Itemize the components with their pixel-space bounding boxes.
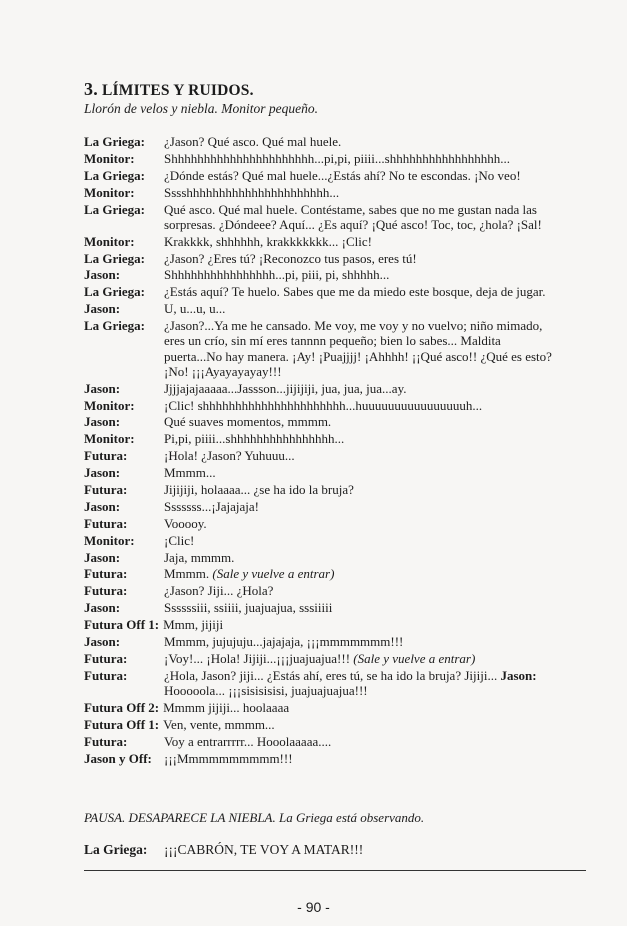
dialogue-line xyxy=(84,381,554,396)
dialogue-line xyxy=(84,202,554,232)
dialogue-line xyxy=(84,600,554,615)
dialogue-line xyxy=(84,533,554,548)
dialogue-line xyxy=(84,668,554,698)
dialogue-line xyxy=(84,414,554,429)
dialogue-text xyxy=(164,634,554,649)
dialogue-text xyxy=(164,151,554,166)
inline-speaker-name: Jason: xyxy=(500,667,537,683)
dialogue-line xyxy=(84,267,554,282)
speaker-name: Futura: xyxy=(84,566,128,582)
dialogue-text-part: ¿Jason? Jiji... ¿Hola? xyxy=(164,583,274,599)
speaker-name: Monitor: xyxy=(84,233,135,249)
speaker-name: La Griega: xyxy=(84,250,146,266)
speaker-name: Monitor: xyxy=(84,184,135,200)
dialogue-text-part: Qué asco. Qué mal huele. Contéstame, sabes que no me gustan nada las sorpresas. ¿Dóndeee? Aquí... ¿Es aquí? ¡Qué asco! Toc, toc, ¿hola? ¡Sal! xyxy=(164,201,542,232)
speaker-name: Futura Off 2: xyxy=(84,699,160,715)
speaker-name: Futura: xyxy=(84,448,128,464)
dialogue-text-part: Mmmm... xyxy=(164,465,216,481)
dialogue-text xyxy=(164,414,554,429)
dialogue-text-part: Mmmm. xyxy=(164,566,213,582)
dialogue-text-part: Hooooola... ¡¡¡sisisisisi, juajuajuajua!!! xyxy=(164,682,368,698)
dialogue-text xyxy=(164,566,554,581)
dialogue-text-part: Shhhhhhhhhhhhhhhhhhhhhh...pi,pi, piiii...shhhhhhhhhhhhhhhhh... xyxy=(164,150,510,166)
speaker-name: Monitor: xyxy=(84,150,135,166)
dialogue-text xyxy=(164,267,554,282)
dialogue-text-part: Mmm, jijiji xyxy=(163,617,224,633)
dialogue-line xyxy=(84,151,554,166)
dialogue-text-part: Voy a entrarrrrr... Hooolaaaaa.... xyxy=(164,733,332,749)
speaker-name: Jason: xyxy=(84,301,121,317)
page-number: - 90 - xyxy=(297,899,330,915)
dialogue-text-part: Mmmm, jujujuju...jajajaja, ¡¡¡mmmmmmm!!! xyxy=(164,633,404,649)
dialogue-line xyxy=(84,566,554,581)
dialogue-text-part: Krakkkk, shhhhhh, krakkkkkkk... ¡Clic! xyxy=(164,233,372,249)
dialogue-line xyxy=(84,431,554,446)
dialogue-text xyxy=(164,234,554,249)
dialogue-text-part: Jaja, mmmm. xyxy=(164,549,235,565)
dialogue-text xyxy=(164,431,554,446)
dialogue-text-part: Mmmm jijiji... hoolaaaa xyxy=(163,699,290,715)
dialogue-line xyxy=(84,499,554,514)
speaker-name: La Griega: xyxy=(84,284,146,300)
stage-direction-pause: PAUSA. DESAPARECE LA NIEBLA. La Griega está observando. xyxy=(84,810,425,825)
speaker-name: Futura Off 1: xyxy=(84,716,160,732)
dialogue-text xyxy=(164,482,554,497)
dialogue-text-part: Ssssssiii, ssiiii, juajuajua, sssiiiii xyxy=(164,600,333,616)
dialogue-line xyxy=(84,550,554,565)
dialogue-line xyxy=(84,168,554,183)
dialogue-text xyxy=(164,734,554,749)
speaker-name: Jason y Off: xyxy=(84,750,152,766)
dialogue-text xyxy=(164,251,554,266)
dialogue-text-part: ¡¡¡Mmmmmmmmmm!!! xyxy=(164,750,293,766)
speaker-name: Futura: xyxy=(84,650,128,666)
dialogue-text-part: ¡Hola! ¿Jason? Yuhuuu... xyxy=(164,448,295,464)
dialogue-text xyxy=(164,516,554,531)
dialogue-text xyxy=(163,617,554,632)
dialogue-line xyxy=(84,318,554,379)
dialogue-text-part: ¿Jason? Qué asco. Qué mal huele. xyxy=(164,134,342,149)
dialogue-text-part: Vooooy. xyxy=(164,515,207,531)
dialogue-line xyxy=(84,842,554,857)
speaker-name: Monitor: xyxy=(84,532,135,548)
speaker-name: La Griega: xyxy=(84,201,146,217)
dialogue-text-part: ¡Clic! shhhhhhhhhhhhhhhhhhhhhh...huuuuuuuuuuuuuuuuh... xyxy=(164,397,483,413)
dialogue-text: ¡¡¡CABRÓN, TE VOY A MATAR!!! xyxy=(164,842,364,857)
speaker-name: Jason: xyxy=(84,465,121,481)
dialogue-text-part: Jjjjajajaaaaa...Jassson...jijijiji, jua, jua, jua...ay. xyxy=(164,380,407,396)
dialogue-text-part: ¿Jason?...Ya me he cansado. Me voy, me voy y no vuelvo; niño mimado, eres un crío, sin mí eres tannnn pequeño; bien lo sabes... Maldita puerta...No hay manera. ¡Ay! ¡Puajjjj! ¡Ahhhh! ¡¡Qué asco!! ¿Qué es esto? ¡No! ¡¡¡Ayayayayay!!! xyxy=(164,318,552,379)
dialogue-line xyxy=(84,234,554,249)
dialogue-text-part: U, u...u, u... xyxy=(164,301,226,317)
dialogue-line xyxy=(84,284,554,299)
dialogue-text xyxy=(163,717,554,732)
dialogue-text xyxy=(164,668,554,698)
dialogue-line xyxy=(84,185,554,200)
dialogue-line xyxy=(84,448,554,463)
dialogue-text xyxy=(164,448,554,463)
dialogue-text-part: Pi,pi, piiii...shhhhhhhhhhhhhhhh... xyxy=(164,431,345,447)
dialogue-line xyxy=(84,516,554,531)
dialogue-text xyxy=(164,533,554,548)
dialogue-text xyxy=(164,465,554,480)
dialogue-list xyxy=(84,134,554,767)
speaker-name: La Griega: xyxy=(84,167,146,183)
dialogue-text-part: ¿Jason? ¿Eres tú? ¡Reconozco tus pasos, eres tú! xyxy=(164,250,417,266)
speaker-name: Futura: xyxy=(84,481,128,497)
dialogue-text xyxy=(164,301,554,316)
dialogue-text xyxy=(163,700,554,715)
speaker-name: La Griega: xyxy=(84,842,148,857)
dialogue-line xyxy=(84,482,554,497)
dialogue-line xyxy=(84,583,554,598)
dialogue-line xyxy=(84,398,554,413)
dialogue-text-part: Sssshhhhhhhhhhhhhhhhhhhhhh... xyxy=(164,184,340,200)
speaker-name: Futura: xyxy=(84,733,128,749)
dialogue-text xyxy=(164,284,554,299)
stage-direction: (Sale y vuelve a entrar) xyxy=(212,566,335,582)
dialogue-text-part: ¿Dónde estás? Qué mal huele...¿Estás ahí? No te escondas. ¡No veo! xyxy=(164,167,521,183)
final-dialogue xyxy=(84,842,554,859)
dialogue-text-part: Qué suaves momentos, mmmm. xyxy=(164,414,332,430)
section-title-text: LÍMITES Y RUIDOS. xyxy=(101,82,254,99)
speaker-name: La Griega: xyxy=(84,134,146,149)
stage-direction: (Sale y vuelve a entrar) xyxy=(353,650,476,666)
dialogue-line xyxy=(84,717,554,732)
section-subtitle: Llorón de velos y niebla. Monitor pequeño. xyxy=(84,101,318,116)
dialogue-text xyxy=(164,398,554,413)
dialogue-text-part: Shhhhhhhhhhhhhhhh...pi, piii, pi, shhhhh... xyxy=(164,267,390,283)
dialogue-text xyxy=(164,499,554,514)
dialogue-line xyxy=(84,751,554,766)
dialogue-text xyxy=(164,185,554,200)
dialogue-text xyxy=(164,134,554,149)
dialogue-line xyxy=(84,734,554,749)
dialogue-line xyxy=(84,301,554,316)
dialogue-line xyxy=(84,251,554,266)
dialogue-text-part: Jijijiji, holaaaa... ¿se ha ido la bruja? xyxy=(164,481,354,497)
speaker-name: Jason: xyxy=(84,498,121,514)
dialogue-text-part: ¿Hola, Jason? jiji... ¿Estás ahí, eres tú, se ha ido la bruja? Jijiji... xyxy=(164,667,501,683)
dialogue-text xyxy=(164,751,554,766)
dialogue-line xyxy=(84,617,554,632)
speaker-name: Monitor: xyxy=(84,397,135,413)
dialogue-text-part: Ven, vente, mmmm... xyxy=(163,716,275,732)
speaker-name: Jason: xyxy=(84,267,121,283)
section-title xyxy=(84,79,254,100)
speaker-name: Futura: xyxy=(84,515,128,531)
dialogue-text xyxy=(164,583,554,598)
dialogue-text xyxy=(164,651,554,666)
speaker-name: Jason: xyxy=(84,380,121,396)
speaker-name: Futura: xyxy=(84,583,128,599)
speaker-name: Jason: xyxy=(84,549,121,565)
footer-rule xyxy=(84,870,586,871)
speaker-name: Futura Off 1: xyxy=(84,617,160,633)
dialogue-text-part: Sssssss...¡Jajajaja! xyxy=(164,498,259,514)
dialogue-line xyxy=(84,634,554,649)
speaker-name: Futura: xyxy=(84,667,128,683)
speaker-name: Monitor: xyxy=(84,431,135,447)
dialogue-text-part: ¿Estás aquí? Te huelo. Sabes que me da miedo este bosque, deja de jugar. xyxy=(164,284,546,300)
speaker-name: Jason: xyxy=(84,633,121,649)
dialogue-text xyxy=(164,381,554,396)
section-number: 3. xyxy=(84,79,98,99)
dialogue-text-part: ¡Clic! xyxy=(164,532,195,548)
speaker-name: Jason: xyxy=(84,414,121,430)
dialogue-line xyxy=(84,134,554,149)
dialogue-text xyxy=(164,600,554,615)
dialogue-line xyxy=(84,700,554,715)
dialogue-text-part: ¡Voy!... ¡Hola! Jijiji...¡¡¡juajuajua!!! xyxy=(164,650,354,666)
dialogue-text xyxy=(164,202,554,232)
dialogue-line xyxy=(84,651,554,666)
dialogue-text xyxy=(164,550,554,565)
dialogue-text xyxy=(164,318,554,379)
dialogue-line xyxy=(84,465,554,480)
speaker-name: La Griega: xyxy=(84,318,146,334)
dialogue-text xyxy=(164,168,554,183)
speaker-name: Jason: xyxy=(84,600,121,616)
